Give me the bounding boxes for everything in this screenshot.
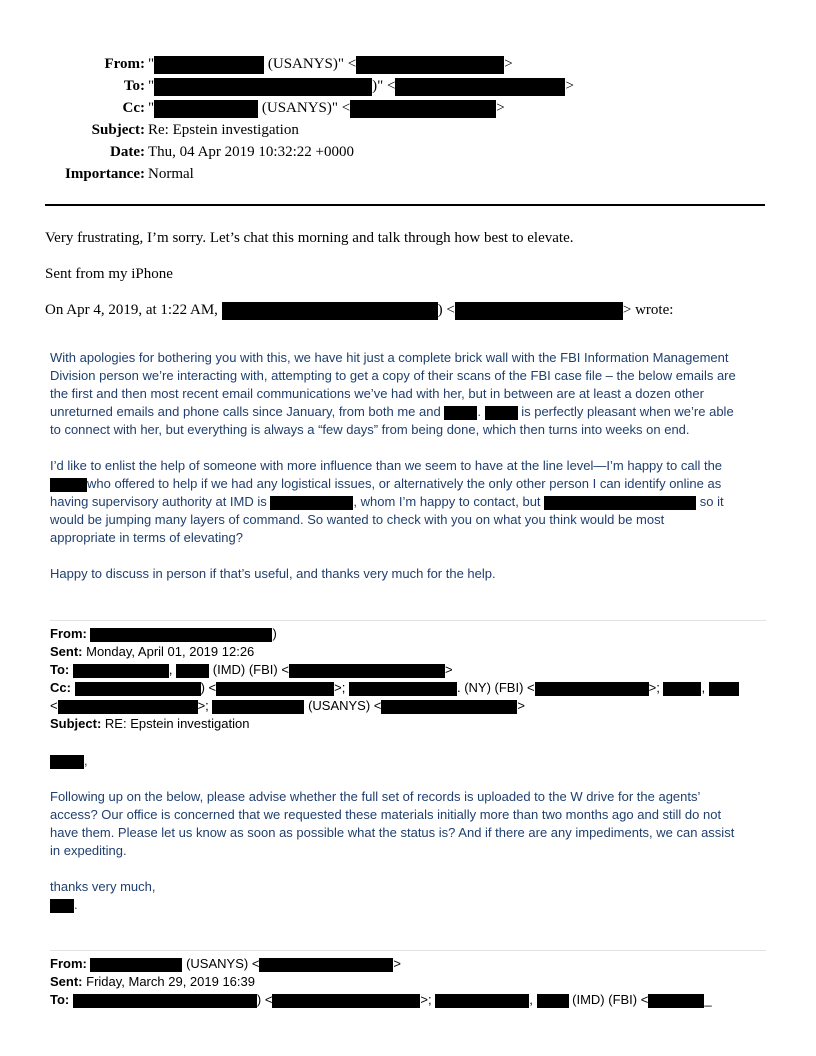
from-value: " (USANYS)" < >: [148, 56, 513, 72]
date-label: Date:: [110, 144, 145, 160]
redaction: [90, 628, 272, 642]
redaction: [222, 302, 438, 320]
cc-label: Cc:: [122, 100, 145, 116]
reply-text: Very frustrating, I’m sorry. Let’s chat this morning and talk through how best to elevate.: [45, 230, 574, 246]
redaction: [272, 994, 420, 1008]
redaction: [349, 682, 457, 696]
redaction: [535, 682, 649, 696]
redaction: [58, 700, 198, 714]
to-value: " )" < >: [148, 78, 574, 94]
redaction: [50, 478, 87, 492]
redaction: [648, 994, 704, 1008]
redaction: [663, 682, 701, 696]
quote-attribution: On Apr 4, 2019, at 1:22 AM, ) < > wrote:: [45, 302, 674, 318]
redaction: [381, 700, 517, 714]
redaction: [75, 682, 201, 696]
cc-value: " (USANYS)" < >: [148, 100, 505, 116]
redaction: [90, 958, 182, 972]
email-divider: [50, 620, 766, 621]
redaction: [259, 958, 393, 972]
header-divider: [45, 204, 765, 206]
redaction: [289, 664, 445, 678]
redaction: [537, 994, 569, 1008]
redaction: [270, 496, 353, 510]
redaction: [50, 755, 84, 769]
importance-value: Normal: [148, 166, 194, 182]
redaction: [73, 994, 257, 1008]
redaction: [154, 56, 264, 74]
redaction: [350, 100, 496, 118]
redaction: [709, 682, 739, 696]
from-label: From:: [104, 56, 145, 72]
redaction: [73, 664, 169, 678]
subject-label: Subject:: [91, 122, 145, 138]
redaction: [154, 100, 258, 118]
redaction: [216, 682, 334, 696]
date-value: Thu, 04 Apr 2019 10:32:22 +0000: [148, 144, 354, 160]
importance-label: Importance:: [65, 166, 145, 182]
to-label: To:: [123, 78, 145, 94]
redaction: [176, 664, 209, 678]
redaction: [485, 406, 518, 420]
email-divider: [50, 950, 766, 951]
redaction: [356, 56, 504, 74]
redaction: [50, 899, 74, 913]
redaction: [154, 78, 372, 96]
redaction: [212, 700, 304, 714]
redaction: [435, 994, 529, 1008]
reply-signature: Sent from my iPhone: [45, 266, 173, 282]
subject-value: Re: Epstein investigation: [148, 122, 299, 138]
redaction: [455, 302, 623, 320]
redaction: [544, 496, 696, 510]
redaction: [395, 78, 565, 96]
redaction: [444, 406, 477, 420]
